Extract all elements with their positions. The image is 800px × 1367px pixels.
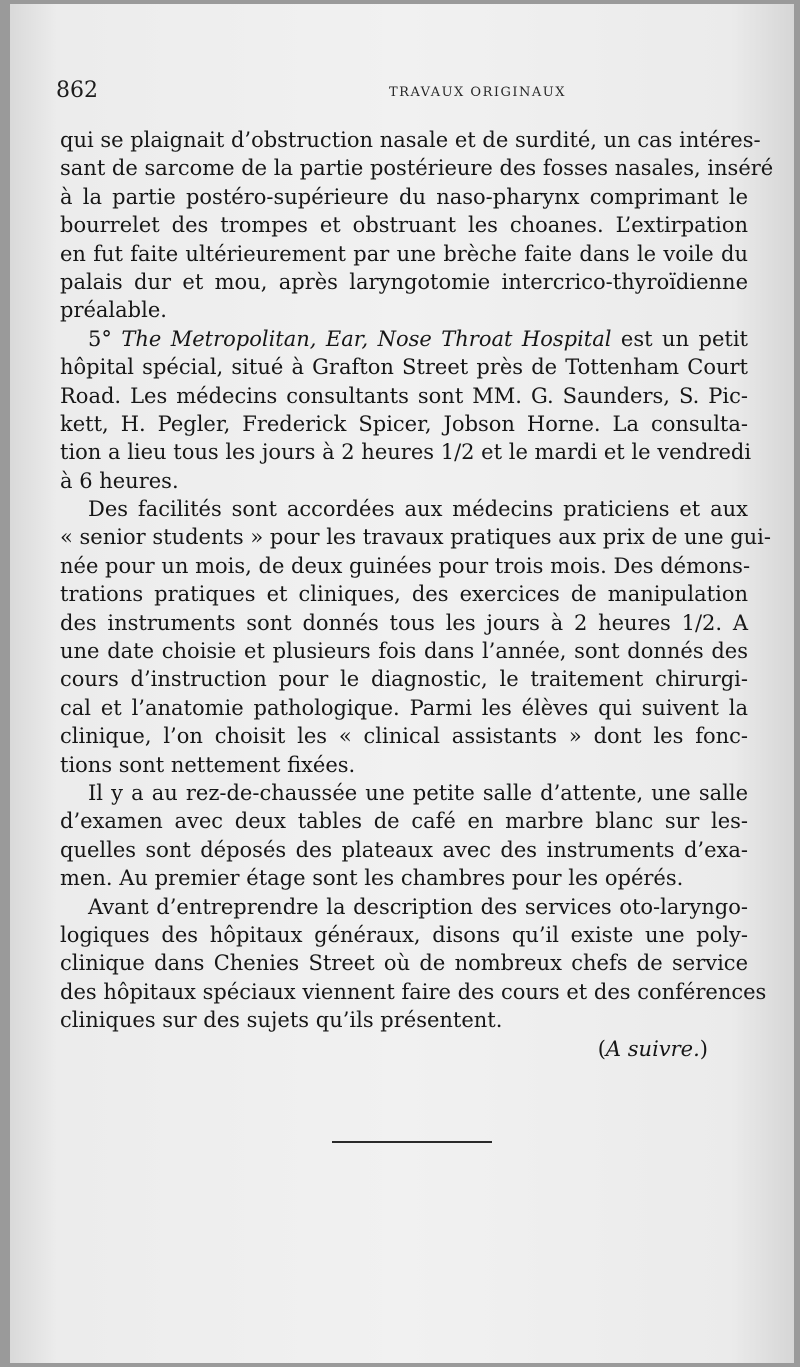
text-line: des instruments sont donnés tous les jours à 2 heures 1/2. A: [60, 610, 748, 635]
text-line: une date choisie et plusieurs fois dans l’année, sont donnés des: [60, 639, 748, 664]
to-be-continued: [60, 1035, 748, 1063]
text-line: tions sont nettement fixées.: [60, 752, 356, 777]
text-line: logiques des hôpitaux généraux, disons qu’il existe une poly-: [60, 922, 748, 947]
paren-close: ): [699, 1036, 708, 1061]
text-line: Des facilités sont accordées aux médecins praticiens et aux: [88, 497, 748, 522]
page-header: [56, 78, 756, 108]
text-line: préalable.: [60, 298, 167, 323]
text-line: quelles sont déposés des plateaux avec des instruments d’exa-: [60, 837, 748, 862]
paren-open: (: [597, 1036, 606, 1061]
text-line: Avant d’entreprendre la description des services oto-laryngo-: [88, 894, 748, 919]
running-title: TRAVAUX ORIGINAUX: [388, 85, 566, 100]
page-number: 862: [56, 78, 98, 103]
text-line: en fut faite ultérieurement par une brèche faite dans le voile du: [60, 241, 748, 266]
hospital-name: The Metropolitan, Ear, Nose Throat Hospital: [121, 326, 612, 351]
text-line: d’examen avec deux tables de café en marbre blanc sur les-: [60, 809, 748, 834]
text-line: kett, H. Pegler, Frederick Spicer, Jobson Horne. La consulta-: [60, 411, 748, 436]
text-line: née pour un mois, de deux guinées pour trois mois. Des démons-: [60, 553, 751, 578]
text-line: cours d’instruction pour le diagnostic, le traitement chirurgi-: [60, 667, 748, 692]
text-line: qui se plaignait d’obstruction nasale et de surdité, un cas intéres-: [60, 128, 761, 152]
text-line: Il y a au rez-de-chaussée une petite salle d’attente, une salle: [88, 780, 748, 805]
text-line: trations pratiques et cliniques, des exercices de manipulation: [60, 582, 748, 607]
text-line: bourrelet des trompes et obstruant les choanes. L’extirpation: [60, 213, 748, 238]
text-line: Road. Les médecins consultants sont MM. G. Saunders, S. Pic-: [60, 383, 748, 408]
text-line: clinique, l’on choisit les « clinical assistants » dont les fonc-: [60, 724, 748, 749]
text-line-hospital-name: [60, 325, 748, 353]
book-page: [10, 4, 794, 1363]
text-line: sant de sarcome de la partie postérieure des fosses nasales, inséré: [60, 156, 774, 181]
text-line: des hôpitaux spéciaux viennent faire des cours et des conférences: [60, 979, 767, 1004]
signoff-text: A suivre.: [605, 1036, 700, 1061]
end-rule: [332, 1141, 492, 1143]
text-line: hôpital spécial, situé à Grafton Street près de Tottenham Court: [60, 355, 748, 380]
text-line: men. Au premier étage sont les chambres pour les opérés.: [60, 866, 684, 891]
text-line: cal et l’anatomie pathologique. Parmi les élèves qui suivent la: [60, 695, 748, 720]
text-line: cliniques sur des sujets qu’ils présentent.: [60, 1008, 503, 1033]
text-fragment: est un petit: [611, 326, 748, 351]
list-number: 5°: [88, 326, 122, 351]
text-line: à 6 heures.: [60, 468, 179, 493]
text-line: palais dur et mou, après laryngotomie intercrico-thyroïdienne: [60, 269, 748, 294]
text-line: tion a lieu tous les jours à 2 heures 1/2 et le mardi et le vendredi: [60, 440, 752, 465]
text-line: à la partie postéro-supérieure du naso-pharynx comprimant le: [60, 184, 748, 209]
text-line: « senior students » pour les travaux pratiques aux prix de une gui-: [60, 525, 771, 550]
text-line: clinique dans Chenies Street où de nombreux chefs de service: [60, 951, 748, 976]
body-text: [60, 126, 774, 1063]
